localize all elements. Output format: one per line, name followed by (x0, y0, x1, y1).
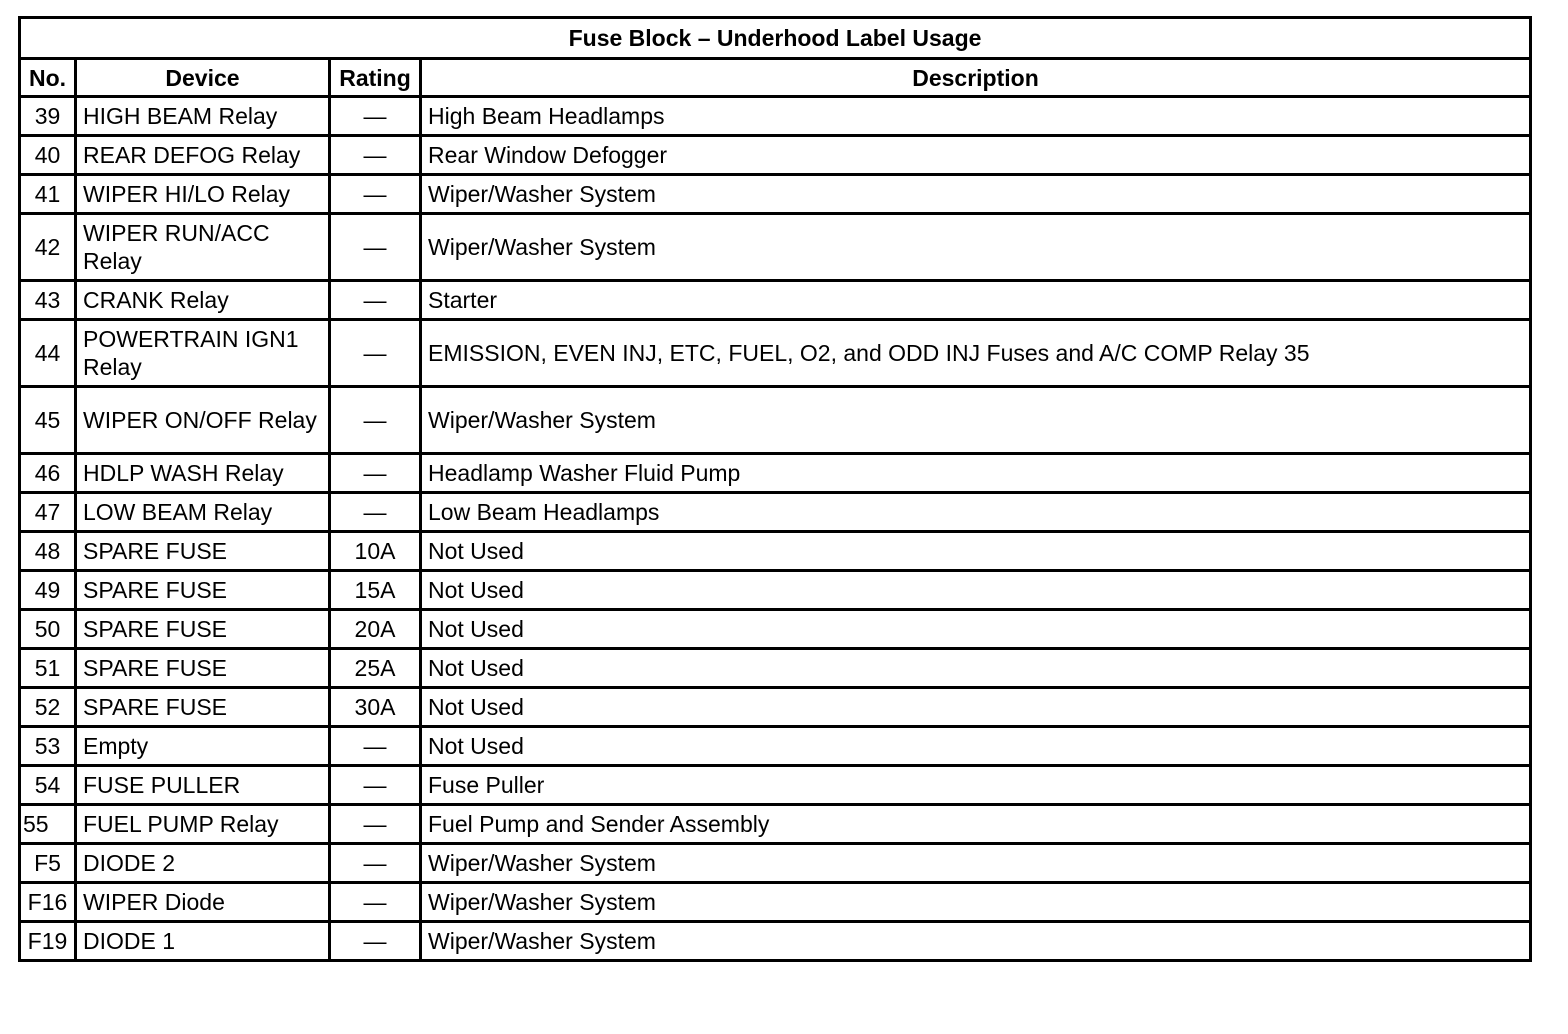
cell-rating: 20A (330, 610, 421, 649)
cell-description: Not Used (421, 532, 1531, 571)
cell-no: 51 (20, 649, 76, 688)
table-row (20, 844, 1531, 883)
cell-no: F19 (20, 922, 76, 961)
cell-no: 42 (20, 214, 76, 281)
cell-no: 53 (20, 727, 76, 766)
table-row (20, 610, 1531, 649)
cell-description: Not Used (421, 610, 1531, 649)
cell-description: EMISSION, EVEN INJ, ETC, FUEL, O2, and ODD INJ Fuses and A/C COMP Relay 35 (421, 320, 1531, 387)
cell-no: 43 (20, 281, 76, 320)
cell-device: POWERTRAIN IGN1 Relay (76, 320, 330, 387)
cell-no: 55 (20, 805, 76, 844)
cell-no: 47 (20, 493, 76, 532)
cell-description: Wiper/Washer System (421, 214, 1531, 281)
column-header-no: No. (20, 59, 76, 97)
cell-description: Wiper/Washer System (421, 175, 1531, 214)
table-row (20, 766, 1531, 805)
cell-device: SPARE FUSE (76, 649, 330, 688)
cell-description: Not Used (421, 571, 1531, 610)
cell-no: 39 (20, 97, 76, 136)
cell-description: High Beam Headlamps (421, 97, 1531, 136)
table-row (20, 532, 1531, 571)
cell-device: WIPER RUN/ACC Relay (76, 214, 330, 281)
cell-rating: 25A (330, 649, 421, 688)
cell-rating: — (330, 175, 421, 214)
cell-description: Wiper/Washer System (421, 387, 1531, 454)
cell-device: WIPER ON/OFF Relay (76, 387, 330, 454)
table-row (20, 922, 1531, 961)
cell-rating: — (330, 214, 421, 281)
cell-rating: — (330, 454, 421, 493)
cell-description: Not Used (421, 649, 1531, 688)
cell-device: DIODE 2 (76, 844, 330, 883)
table-row (20, 320, 1531, 387)
table-row (20, 571, 1531, 610)
cell-rating: — (330, 727, 421, 766)
cell-device: HIGH BEAM Relay (76, 97, 330, 136)
cell-rating: — (330, 922, 421, 961)
cell-no: 50 (20, 610, 76, 649)
column-header-description: Description (421, 59, 1531, 97)
cell-device: DIODE 1 (76, 922, 330, 961)
cell-device: WIPER HI/LO Relay (76, 175, 330, 214)
table-row (20, 214, 1531, 281)
table-title: Fuse Block – Underhood Label Usage (20, 18, 1531, 59)
fuse-usage-table (18, 16, 1532, 962)
cell-no: 45 (20, 387, 76, 454)
cell-rating: — (330, 493, 421, 532)
cell-rating: — (330, 805, 421, 844)
table-row (20, 727, 1531, 766)
table-row (20, 805, 1531, 844)
table-row (20, 281, 1531, 320)
cell-description: Fuse Puller (421, 766, 1531, 805)
cell-rating: — (330, 136, 421, 175)
cell-rating: — (330, 844, 421, 883)
cell-device: SPARE FUSE (76, 571, 330, 610)
cell-no: 48 (20, 532, 76, 571)
cell-rating: — (330, 766, 421, 805)
cell-device: REAR DEFOG Relay (76, 136, 330, 175)
cell-description: Rear Window Defogger (421, 136, 1531, 175)
table-row (20, 883, 1531, 922)
cell-rating: — (330, 97, 421, 136)
cell-description: Wiper/Washer System (421, 922, 1531, 961)
cell-rating: — (330, 281, 421, 320)
table-row (20, 387, 1531, 454)
cell-no: 46 (20, 454, 76, 493)
table-row (20, 175, 1531, 214)
table-row (20, 136, 1531, 175)
cell-device: FUEL PUMP Relay (76, 805, 330, 844)
cell-no: 52 (20, 688, 76, 727)
cell-rating: 10A (330, 532, 421, 571)
cell-no: 44 (20, 320, 76, 387)
cell-no: 41 (20, 175, 76, 214)
cell-no: 54 (20, 766, 76, 805)
cell-description: Wiper/Washer System (421, 844, 1531, 883)
cell-device: Empty (76, 727, 330, 766)
cell-rating: — (330, 883, 421, 922)
table-row (20, 649, 1531, 688)
column-header-rating: Rating (330, 59, 421, 97)
cell-description: Fuel Pump and Sender Assembly (421, 805, 1531, 844)
cell-rating: — (330, 320, 421, 387)
table-row (20, 493, 1531, 532)
cell-rating: — (330, 387, 421, 454)
cell-device: SPARE FUSE (76, 688, 330, 727)
cell-description: Low Beam Headlamps (421, 493, 1531, 532)
cell-rating: 15A (330, 571, 421, 610)
cell-description: Starter (421, 281, 1531, 320)
cell-device: WIPER Diode (76, 883, 330, 922)
cell-description: Not Used (421, 727, 1531, 766)
cell-device: CRANK Relay (76, 281, 330, 320)
cell-device: SPARE FUSE (76, 610, 330, 649)
cell-description: Not Used (421, 688, 1531, 727)
cell-no: F16 (20, 883, 76, 922)
cell-no: F5 (20, 844, 76, 883)
table-row (20, 688, 1531, 727)
cell-device: HDLP WASH Relay (76, 454, 330, 493)
cell-description: Wiper/Washer System (421, 883, 1531, 922)
cell-device: FUSE PULLER (76, 766, 330, 805)
cell-rating: 30A (330, 688, 421, 727)
table-row (20, 454, 1531, 493)
cell-device: SPARE FUSE (76, 532, 330, 571)
cell-no: 49 (20, 571, 76, 610)
cell-no: 40 (20, 136, 76, 175)
cell-device: LOW BEAM Relay (76, 493, 330, 532)
column-header-device: Device (76, 59, 330, 97)
cell-description: Headlamp Washer Fluid Pump (421, 454, 1531, 493)
table-row (20, 97, 1531, 136)
